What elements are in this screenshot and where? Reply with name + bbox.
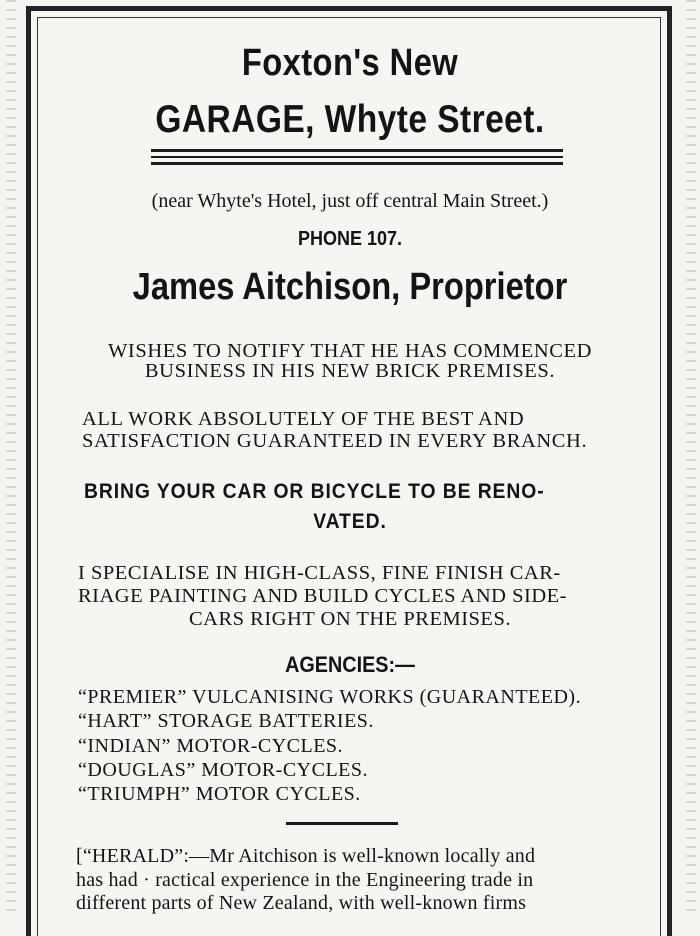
specialise-line-2: RIAGE PAINTING AND BUILD CYCLES AND SIDE- [78, 585, 567, 607]
title-divider-middle [151, 156, 563, 158]
agency-item: “PREMIER” VULCANISING WORKS (GUARANTEED). [78, 686, 582, 708]
herald-note-line-3: different parts of New Zealand, with well-known firms [76, 892, 527, 914]
section-divider [286, 822, 398, 825]
agencies-heading: AGENCIES:— [285, 652, 415, 677]
renovate-line-1: BRING YOUR CAR OR BICYCLE TO BE RENO- [84, 480, 545, 503]
renovate-line-2: VATED. [313, 510, 387, 533]
guarantee-line-2: SATISFACTION GUARANTEED IN EVERY BRANCH. [82, 430, 588, 452]
herald-note-line-2: has had · ractical experience in the Engineering trade in [76, 869, 534, 891]
title-divider-bottom [151, 162, 563, 165]
phone-line: PHONE 107. [297, 228, 403, 250]
ad-title-line-2: GARAGE, Whyte Street. [155, 98, 545, 141]
agency-item: “HART” STORAGE BATTERIES. [78, 710, 374, 732]
title-divider-top [151, 149, 563, 152]
specialise-line-1: I SPECIALISE IN HIGH-CLASS, FINE FINISH CAR- [78, 562, 561, 584]
page-edge-right [686, 0, 696, 916]
ad-title-line-1: Foxton's New [241, 42, 459, 84]
notice-line-2: BUSINESS IN HIS NEW BRICK PREMISES. [144, 360, 556, 382]
agency-item: “TRIUMPH” MOTOR CYCLES. [78, 783, 361, 805]
proprietor-heading: James Aitchison, Proprietor [132, 266, 568, 308]
herald-note-line-1: [“HERALD”:—Mr Aitchison is well-known locally and [76, 845, 536, 867]
notice-line-1: WISHES TO NOTIFY THAT HE HAS COMMENCED [107, 340, 593, 362]
guarantee-line-1: ALL WORK ABSOLUTELY OF THE BEST AND [82, 408, 525, 430]
address-line: (near Whyte's Hotel, just off central Main Street.) [151, 190, 549, 212]
specialise-line-3: CARS RIGHT ON THE PREMISES. [188, 608, 511, 630]
page-edge-left [6, 0, 16, 916]
agency-item: “DOUGLAS” MOTOR-CYCLES. [78, 759, 369, 781]
agency-item: “INDIAN” MOTOR-CYCLES. [78, 735, 344, 757]
